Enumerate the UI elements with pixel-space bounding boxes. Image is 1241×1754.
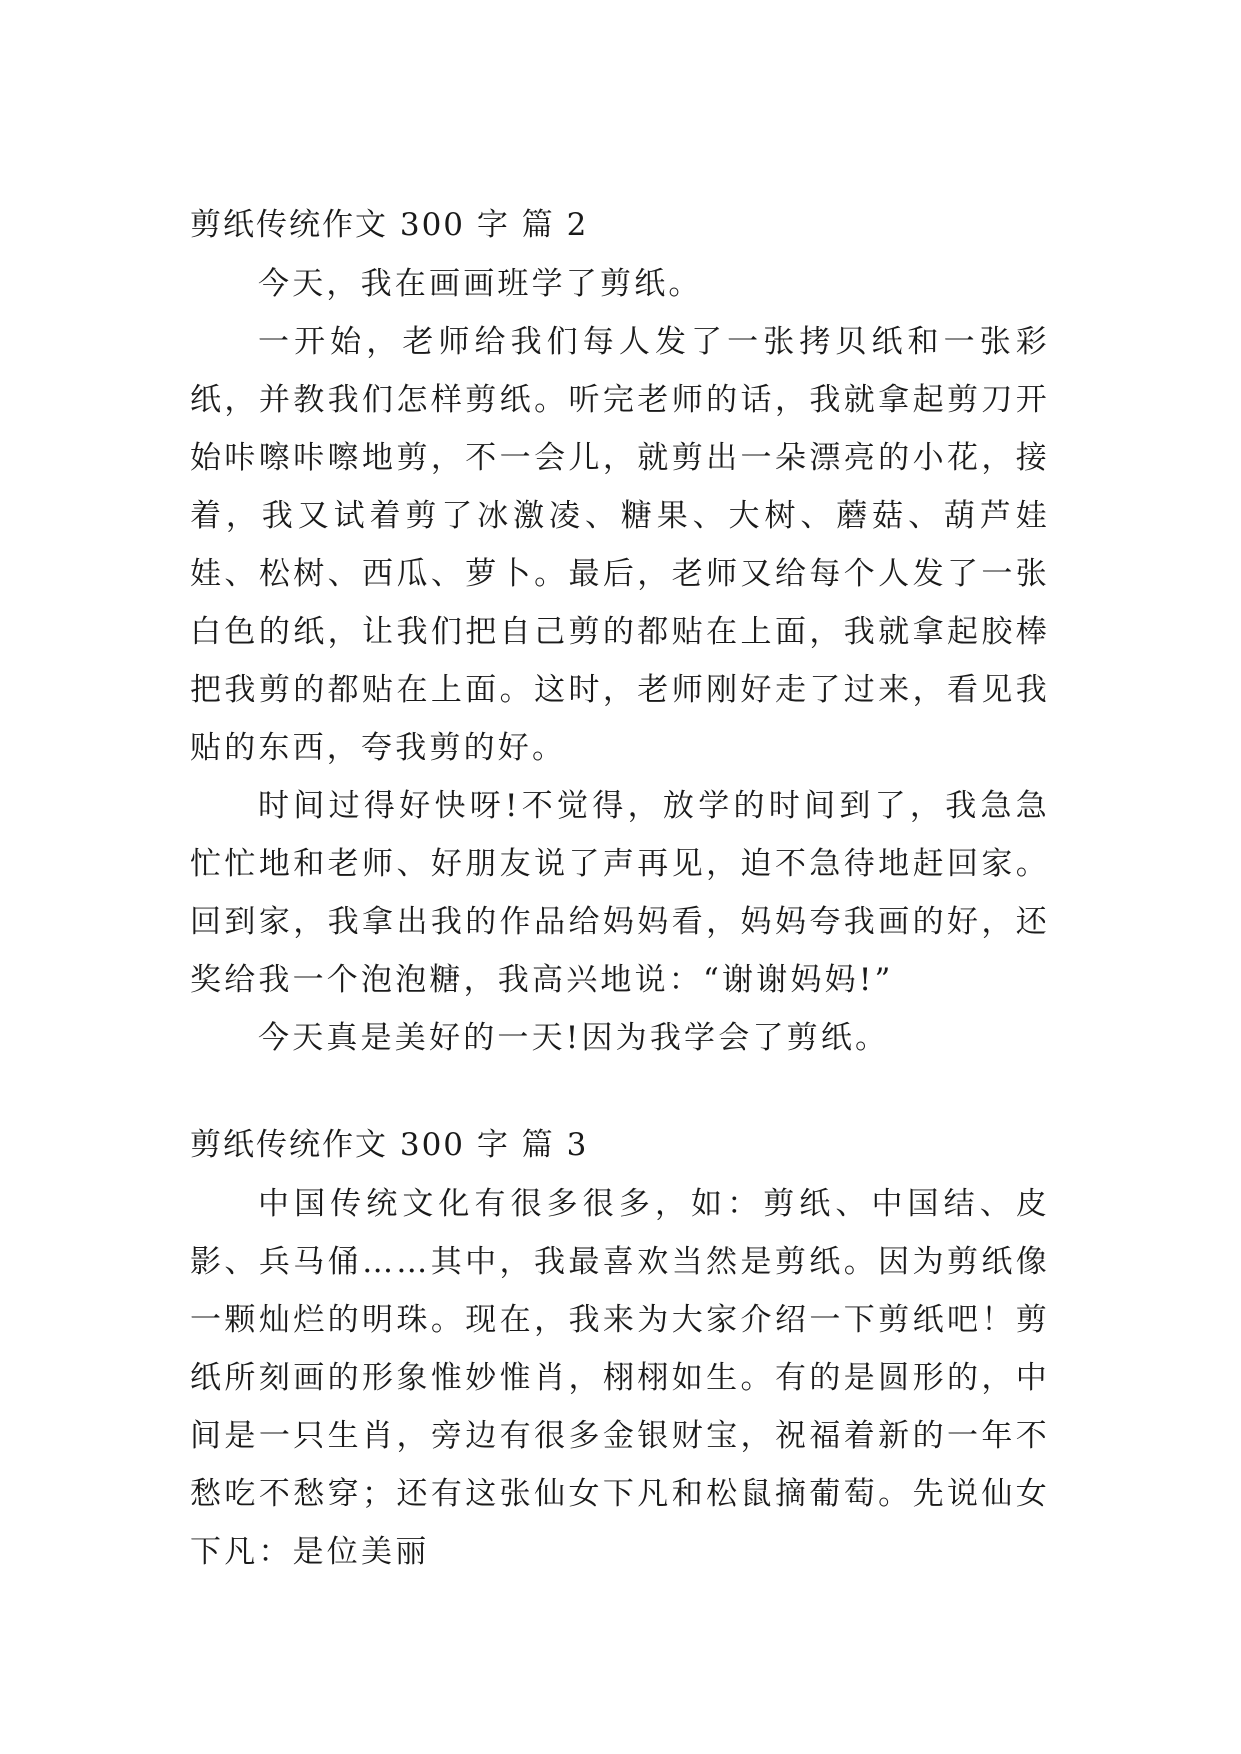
document-page	[190, 195, 1050, 1581]
paragraph: 时间过得好快呀!不觉得，放学的时间到了，我急急忙忙地和老师、好朋友说了声再见，迫不急待地赶回家。回到家，我拿出我的作品给妈妈看，妈妈夸我画的好，还奖给我一个泡泡糖，我高兴地说：“谢谢妈妈!”	[190, 788, 1050, 998]
paragraph: 今天真是美好的一天!因为我学会了剪纸。	[258, 1020, 890, 1056]
paragraph: 今天，我在画画班学了剪纸。	[258, 266, 703, 302]
essay-section-2	[190, 195, 1050, 1067]
paragraph: 中国传统文化有很多很多，如：剪纸、中国结、皮影、兵马俑……其中，我最喜欢当然是剪纸。因为剪纸像一颗灿烂的明珠。现在，我来为大家介绍一下剪纸吧！剪纸所刻画的形象惟妙惟肖，栩栩如生。有的是圆形的，中间是一只生肖，旁边有很多金银财宝，祝福着新的一年不愁吃不愁穿；还有这张仙女下凡和松鼠摘葡萄。先说仙女下凡：是位美丽	[190, 1186, 1050, 1570]
section-spacer	[190, 1067, 1050, 1115]
paragraph: 一开始，老师给我们每人发了一张拷贝纸和一张彩纸，并教我们怎样剪纸。听完老师的话，我就拿起剪刀开始咔嚓咔嚓地剪，不一会儿，就剪出一朵漂亮的小花，接着，我又试着剪了冰激凌、糖果、大树、蘑菇、葫芦娃娃、松树、西瓜、萝卜。最后，老师又给每个人发了一张白色的纸，让我们把自己剪的都贴在上面，我就拿起胶棒把我剪的都贴在上面。这时，老师刚好走了过来，看见我贴的东西，夸我剪的好。	[190, 324, 1050, 766]
section-title: 剪纸传统作文 300 字 篇 2	[190, 207, 589, 243]
section-title: 剪纸传统作文 300 字 篇 3	[190, 1127, 589, 1163]
essay-section-3	[190, 1115, 1050, 1581]
